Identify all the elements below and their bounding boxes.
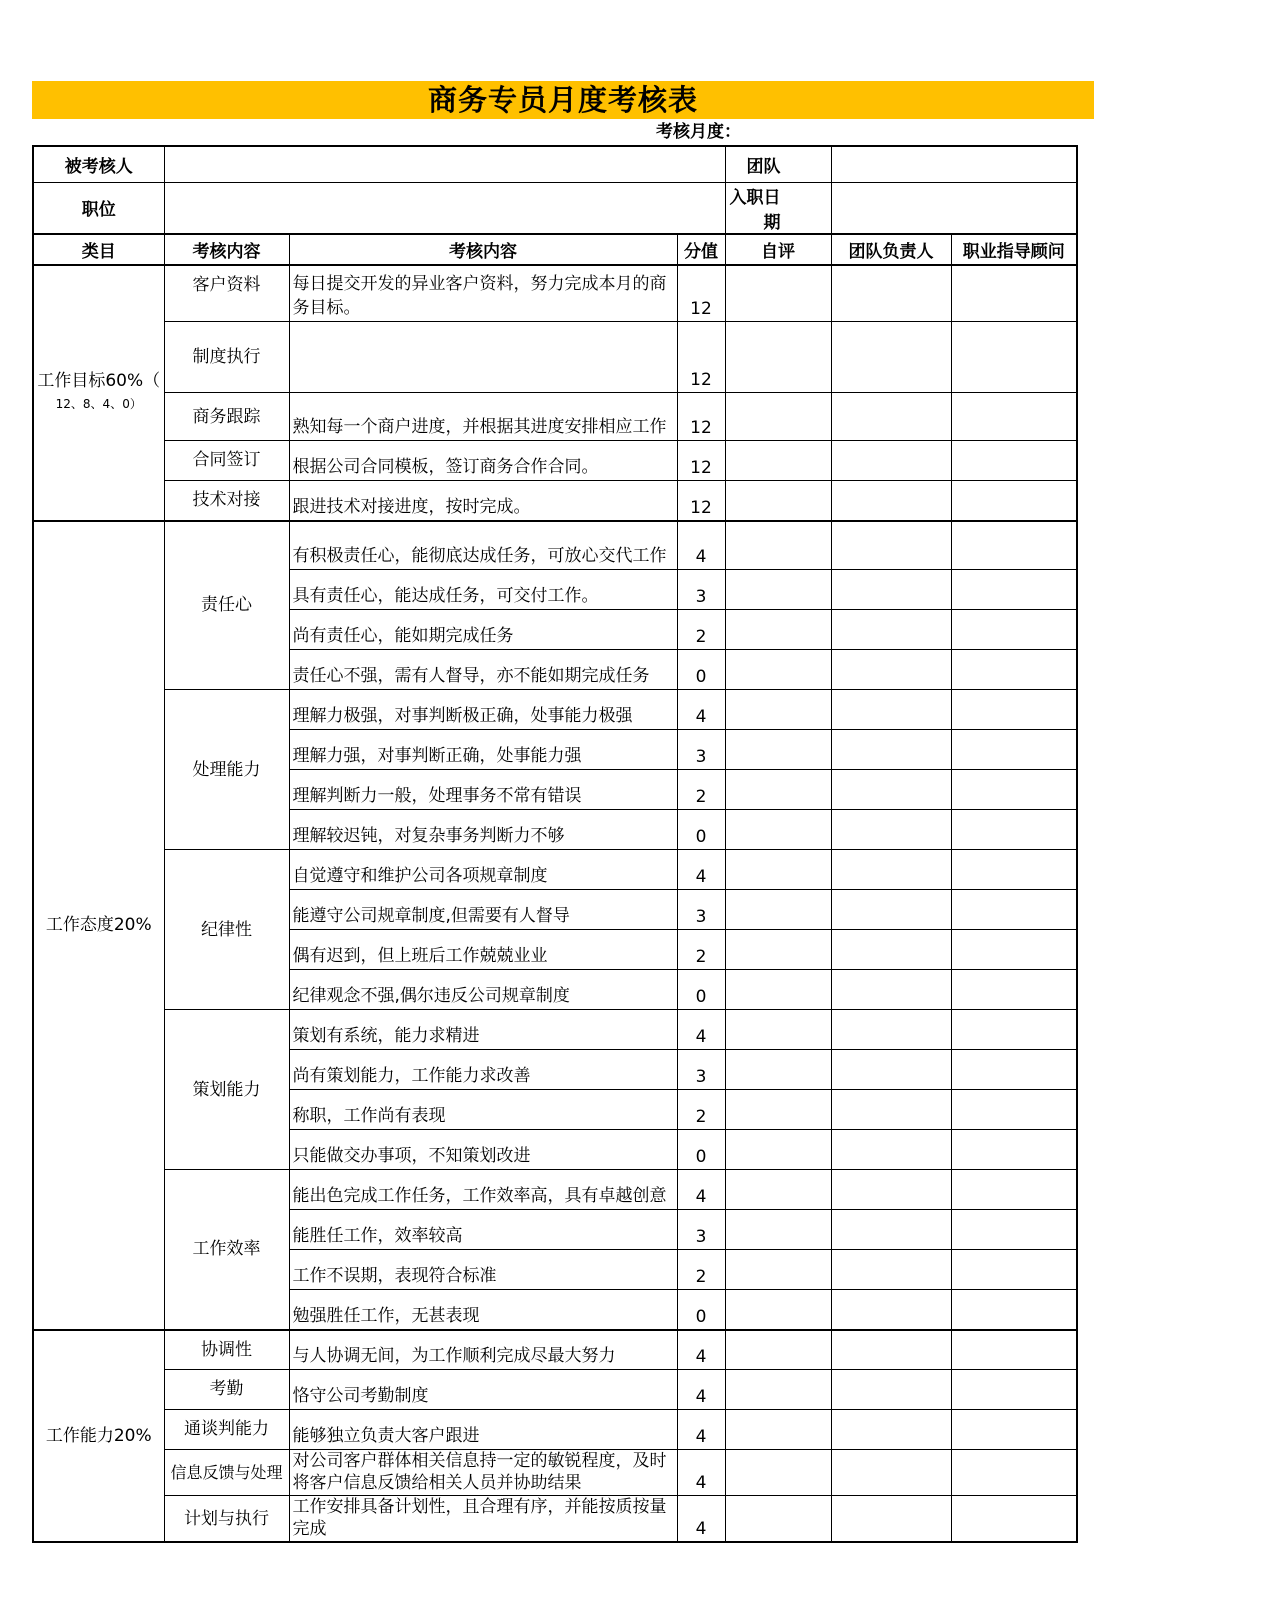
item-score: 4	[677, 1496, 725, 1543]
item-name: 责任心	[164, 521, 289, 690]
assessment-table	[32, 145, 1078, 1543]
table-row	[33, 481, 1077, 521]
item-name: 信息反馈与处理	[164, 1450, 289, 1496]
table-row	[33, 1330, 1077, 1370]
advisor-cell[interactable]	[951, 690, 1077, 730]
advisor-cell[interactable]	[951, 810, 1077, 850]
self-eval-cell[interactable]	[725, 1370, 831, 1410]
table-row	[33, 441, 1077, 481]
self-eval-cell[interactable]	[725, 570, 831, 610]
self-eval-cell[interactable]	[725, 690, 831, 730]
advisor-cell[interactable]	[951, 610, 1077, 650]
team-lead-cell[interactable]	[831, 810, 951, 850]
item-content: 能出色完成工作任务，工作效率高，具有卓越创意	[289, 1170, 677, 1210]
item-name: 合同签订	[164, 441, 289, 481]
advisor-cell[interactable]	[951, 1290, 1077, 1330]
self-eval-cell[interactable]	[725, 1010, 831, 1050]
assessment-month-label: 考核月度：	[656, 122, 741, 142]
category-work-ability: 工作能力20%	[33, 1330, 164, 1543]
self-eval-cell[interactable]	[725, 265, 831, 322]
item-content: 工作不误期，表现符合标准	[289, 1250, 677, 1290]
header-score: 分值	[677, 234, 725, 265]
item-score: 4	[677, 690, 725, 730]
item-content	[289, 322, 677, 393]
item-content: 理解判断力一般，处理事务不常有错误	[289, 770, 677, 810]
advisor-cell[interactable]	[951, 1496, 1077, 1543]
team-lead-cell[interactable]	[831, 730, 951, 770]
advisor-cell[interactable]	[951, 1250, 1077, 1290]
advisor-cell[interactable]	[951, 850, 1077, 890]
advisor-cell[interactable]	[951, 1370, 1077, 1410]
team-lead-cell[interactable]	[831, 690, 951, 730]
position-label: 职位	[33, 182, 164, 234]
item-score: 4	[677, 1450, 725, 1496]
item-content: 恪守公司考勤制度	[289, 1370, 677, 1410]
info-row-position	[33, 182, 1077, 234]
team-lead-cell[interactable]	[831, 1050, 951, 1090]
advisor-cell[interactable]	[951, 970, 1077, 1010]
item-score: 4	[677, 521, 725, 570]
item-score: 2	[677, 770, 725, 810]
table-row	[33, 1496, 1077, 1543]
item-score: 0	[677, 1290, 725, 1330]
item-score: 0	[677, 970, 725, 1010]
advisor-cell[interactable]	[951, 890, 1077, 930]
advisor-cell[interactable]	[951, 1410, 1077, 1450]
item-score: 2	[677, 610, 725, 650]
item-score: 12	[677, 393, 725, 441]
item-score: 12	[677, 481, 725, 521]
item-content: 纪律观念不强,偶尔违反公司规章制度	[289, 970, 677, 1010]
info-row-assessee	[33, 146, 1077, 182]
item-score: 2	[677, 930, 725, 970]
table-row	[33, 393, 1077, 441]
self-eval-cell[interactable]	[725, 610, 831, 650]
self-eval-cell[interactable]	[725, 850, 831, 890]
team-lead-cell[interactable]	[831, 1496, 951, 1543]
item-score: 12	[677, 322, 725, 393]
item-content: 每日提交开发的异业客户资料，努力完成本月的商务目标。	[289, 265, 677, 322]
item-score: 0	[677, 1130, 725, 1170]
item-content: 称职，工作尚有表现	[289, 1090, 677, 1130]
team-lead-cell[interactable]	[831, 930, 951, 970]
advisor-cell[interactable]	[951, 322, 1077, 393]
self-eval-cell[interactable]	[725, 1090, 831, 1130]
team-lead-cell[interactable]	[831, 1210, 951, 1250]
team-lead-cell[interactable]	[831, 1450, 951, 1496]
item-content: 对公司客户群体相关信息持一定的敏锐程度，及时将客户信息反馈给相关人员并协助结果	[289, 1450, 677, 1496]
self-eval-cell[interactable]	[725, 1050, 831, 1090]
hire-date-value-cell[interactable]	[831, 182, 1077, 234]
assessee-value-cell[interactable]	[164, 146, 725, 182]
item-content: 工作安排具备计划性，且合理有序，并能按质按量完成	[289, 1496, 677, 1543]
item-name: 技术对接	[164, 481, 289, 521]
item-score: 0	[677, 810, 725, 850]
advisor-cell[interactable]	[951, 481, 1077, 521]
table-row	[33, 850, 1077, 890]
category-work-goal: 工作目标60%（ 12、8、4、0）	[33, 265, 164, 521]
header-category: 类目	[33, 234, 164, 265]
item-content: 能胜任工作，效率较高	[289, 1210, 677, 1250]
item-score: 4	[677, 1370, 725, 1410]
team-lead-cell[interactable]	[831, 570, 951, 610]
team-lead-cell[interactable]	[831, 265, 951, 322]
item-content: 与人协调无间，为工作顺利完成尽最大努力	[289, 1330, 677, 1370]
item-content: 尚有策划能力，工作能力求改善	[289, 1050, 677, 1090]
self-eval-cell[interactable]	[725, 1290, 831, 1330]
advisor-cell[interactable]	[951, 393, 1077, 441]
self-eval-cell[interactable]	[725, 1210, 831, 1250]
item-name: 工作效率	[164, 1170, 289, 1330]
item-score: 3	[677, 730, 725, 770]
team-lead-cell[interactable]	[831, 1010, 951, 1050]
advisor-cell[interactable]	[951, 265, 1077, 322]
item-score: 3	[677, 890, 725, 930]
team-lead-cell[interactable]	[831, 322, 951, 393]
self-eval-cell[interactable]	[725, 1496, 831, 1543]
item-name: 纪律性	[164, 850, 289, 1010]
advisor-cell[interactable]	[951, 521, 1077, 570]
self-eval-cell[interactable]	[725, 650, 831, 690]
position-value-cell[interactable]	[164, 182, 725, 234]
self-eval-cell[interactable]	[725, 393, 831, 441]
team-lead-cell[interactable]	[831, 1410, 951, 1450]
team-lead-cell[interactable]	[831, 1370, 951, 1410]
team-lead-cell[interactable]	[831, 1170, 951, 1210]
self-eval-cell[interactable]	[725, 441, 831, 481]
table-row	[33, 1450, 1077, 1496]
item-content: 策划有系统，能力求精进	[289, 1010, 677, 1050]
item-content: 跟进技术对接进度，按时完成。	[289, 481, 677, 521]
header-item: 考核内容	[164, 234, 289, 265]
advisor-cell[interactable]	[951, 930, 1077, 970]
advisor-cell[interactable]	[951, 1050, 1077, 1090]
item-content: 偶有迟到，但上班后工作兢兢业业	[289, 930, 677, 970]
hire-date-label: 入职日期	[725, 182, 831, 234]
team-lead-cell[interactable]	[831, 770, 951, 810]
advisor-cell[interactable]	[951, 730, 1077, 770]
item-content: 尚有责任心，能如期完成任务	[289, 610, 677, 650]
item-content: 理解较迟钝，对复杂事务判断力不够	[289, 810, 677, 850]
table-row	[33, 1410, 1077, 1450]
item-content: 只能做交办事项，不知策划改进	[289, 1130, 677, 1170]
item-content: 能遵守公司规章制度,但需要有人督导	[289, 890, 677, 930]
advisor-cell[interactable]	[951, 650, 1077, 690]
item-score: 3	[677, 570, 725, 610]
item-score: 0	[677, 650, 725, 690]
item-content: 根据公司合同模板，签订商务合作合同。	[289, 441, 677, 481]
item-content: 勉强胜任工作，无甚表现	[289, 1290, 677, 1330]
self-eval-cell[interactable]	[725, 1450, 831, 1496]
team-lead-cell[interactable]	[831, 1090, 951, 1130]
item-score: 12	[677, 441, 725, 481]
team-lead-cell[interactable]	[831, 890, 951, 930]
team-label: 团队	[725, 146, 831, 182]
self-eval-cell[interactable]	[725, 770, 831, 810]
self-eval-cell[interactable]	[725, 481, 831, 521]
team-lead-cell[interactable]	[831, 441, 951, 481]
advisor-cell[interactable]	[951, 1130, 1077, 1170]
advisor-cell[interactable]	[951, 441, 1077, 481]
team-lead-cell[interactable]	[831, 1250, 951, 1290]
item-content: 理解力极强，对事判断极正确，处事能力极强	[289, 690, 677, 730]
header-team-lead: 团队负责人	[831, 234, 951, 265]
self-eval-cell[interactable]	[725, 1250, 831, 1290]
item-score: 12	[677, 265, 725, 322]
self-eval-cell[interactable]	[725, 1130, 831, 1170]
team-lead-cell[interactable]	[831, 650, 951, 690]
team-lead-cell[interactable]	[831, 521, 951, 570]
item-score: 2	[677, 1090, 725, 1130]
team-lead-cell[interactable]	[831, 393, 951, 441]
table-row	[33, 521, 1077, 570]
item-score: 3	[677, 1050, 725, 1090]
self-eval-cell[interactable]	[725, 730, 831, 770]
advisor-cell[interactable]	[951, 1450, 1077, 1496]
self-eval-cell[interactable]	[725, 890, 831, 930]
advisor-cell[interactable]	[951, 1210, 1077, 1250]
table-row	[33, 265, 1077, 322]
item-score: 4	[677, 1410, 725, 1450]
header-content: 考核内容	[289, 234, 677, 265]
team-value-cell[interactable]	[831, 146, 1077, 182]
item-content: 理解力强，对事判断正确，处事能力强	[289, 730, 677, 770]
category-work-attitude: 工作态度20%	[33, 521, 164, 1330]
item-name: 考勤	[164, 1370, 289, 1410]
team-lead-cell[interactable]	[831, 481, 951, 521]
self-eval-cell[interactable]	[725, 930, 831, 970]
self-eval-cell[interactable]	[725, 322, 831, 393]
item-name: 制度执行	[164, 322, 289, 393]
advisor-cell[interactable]	[951, 1170, 1077, 1210]
self-eval-cell[interactable]	[725, 1330, 831, 1370]
self-eval-cell[interactable]	[725, 521, 831, 570]
team-lead-cell[interactable]	[831, 1330, 951, 1370]
self-eval-cell[interactable]	[725, 810, 831, 850]
advisor-cell[interactable]	[951, 1010, 1077, 1050]
header-self-eval: 自评	[725, 234, 831, 265]
team-lead-cell[interactable]	[831, 1290, 951, 1330]
item-name: 客户资料	[164, 265, 289, 322]
table-row	[33, 322, 1077, 393]
advisor-cell[interactable]	[951, 570, 1077, 610]
advisor-cell[interactable]	[951, 1090, 1077, 1130]
item-content: 有积极责任心，能彻底达成任务，可放心交代工作	[289, 521, 677, 570]
team-lead-cell[interactable]	[831, 850, 951, 890]
team-lead-cell[interactable]	[831, 1130, 951, 1170]
advisor-cell[interactable]	[951, 770, 1077, 810]
item-content: 自觉遵守和维护公司各项规章制度	[289, 850, 677, 890]
page-title: 商务专员月度考核表	[32, 81, 1094, 119]
item-score: 4	[677, 1330, 725, 1370]
team-lead-cell[interactable]	[831, 970, 951, 1010]
item-score: 4	[677, 850, 725, 890]
item-name: 通谈判能力	[164, 1410, 289, 1450]
item-name: 计划与执行	[164, 1496, 289, 1543]
self-eval-cell[interactable]	[725, 970, 831, 1010]
table-row	[33, 1010, 1077, 1050]
item-content: 能够独立负责大客户跟进	[289, 1410, 677, 1450]
item-name: 策划能力	[164, 1010, 289, 1170]
self-eval-cell[interactable]	[725, 1410, 831, 1450]
item-score: 4	[677, 1010, 725, 1050]
item-name: 协调性	[164, 1330, 289, 1370]
table-row	[33, 690, 1077, 730]
item-score: 4	[677, 1170, 725, 1210]
team-lead-cell[interactable]	[831, 610, 951, 650]
self-eval-cell[interactable]	[725, 1170, 831, 1210]
item-score: 2	[677, 1250, 725, 1290]
table-row	[33, 1370, 1077, 1410]
item-score: 3	[677, 1210, 725, 1250]
item-content: 具有责任心，能达成任务，可交付工作。	[289, 570, 677, 610]
item-content: 熟知每一个商户进度，并根据其进度安排相应工作	[289, 393, 677, 441]
item-content: 责任心不强，需有人督导，亦不能如期完成任务	[289, 650, 677, 690]
header-advisor: 职业指导顾问	[951, 234, 1077, 265]
item-name: 处理能力	[164, 690, 289, 850]
item-name: 商务跟踪	[164, 393, 289, 441]
table-row	[33, 1170, 1077, 1210]
advisor-cell[interactable]	[951, 1330, 1077, 1370]
assessee-label: 被考核人	[33, 146, 164, 182]
header-row	[33, 234, 1077, 265]
